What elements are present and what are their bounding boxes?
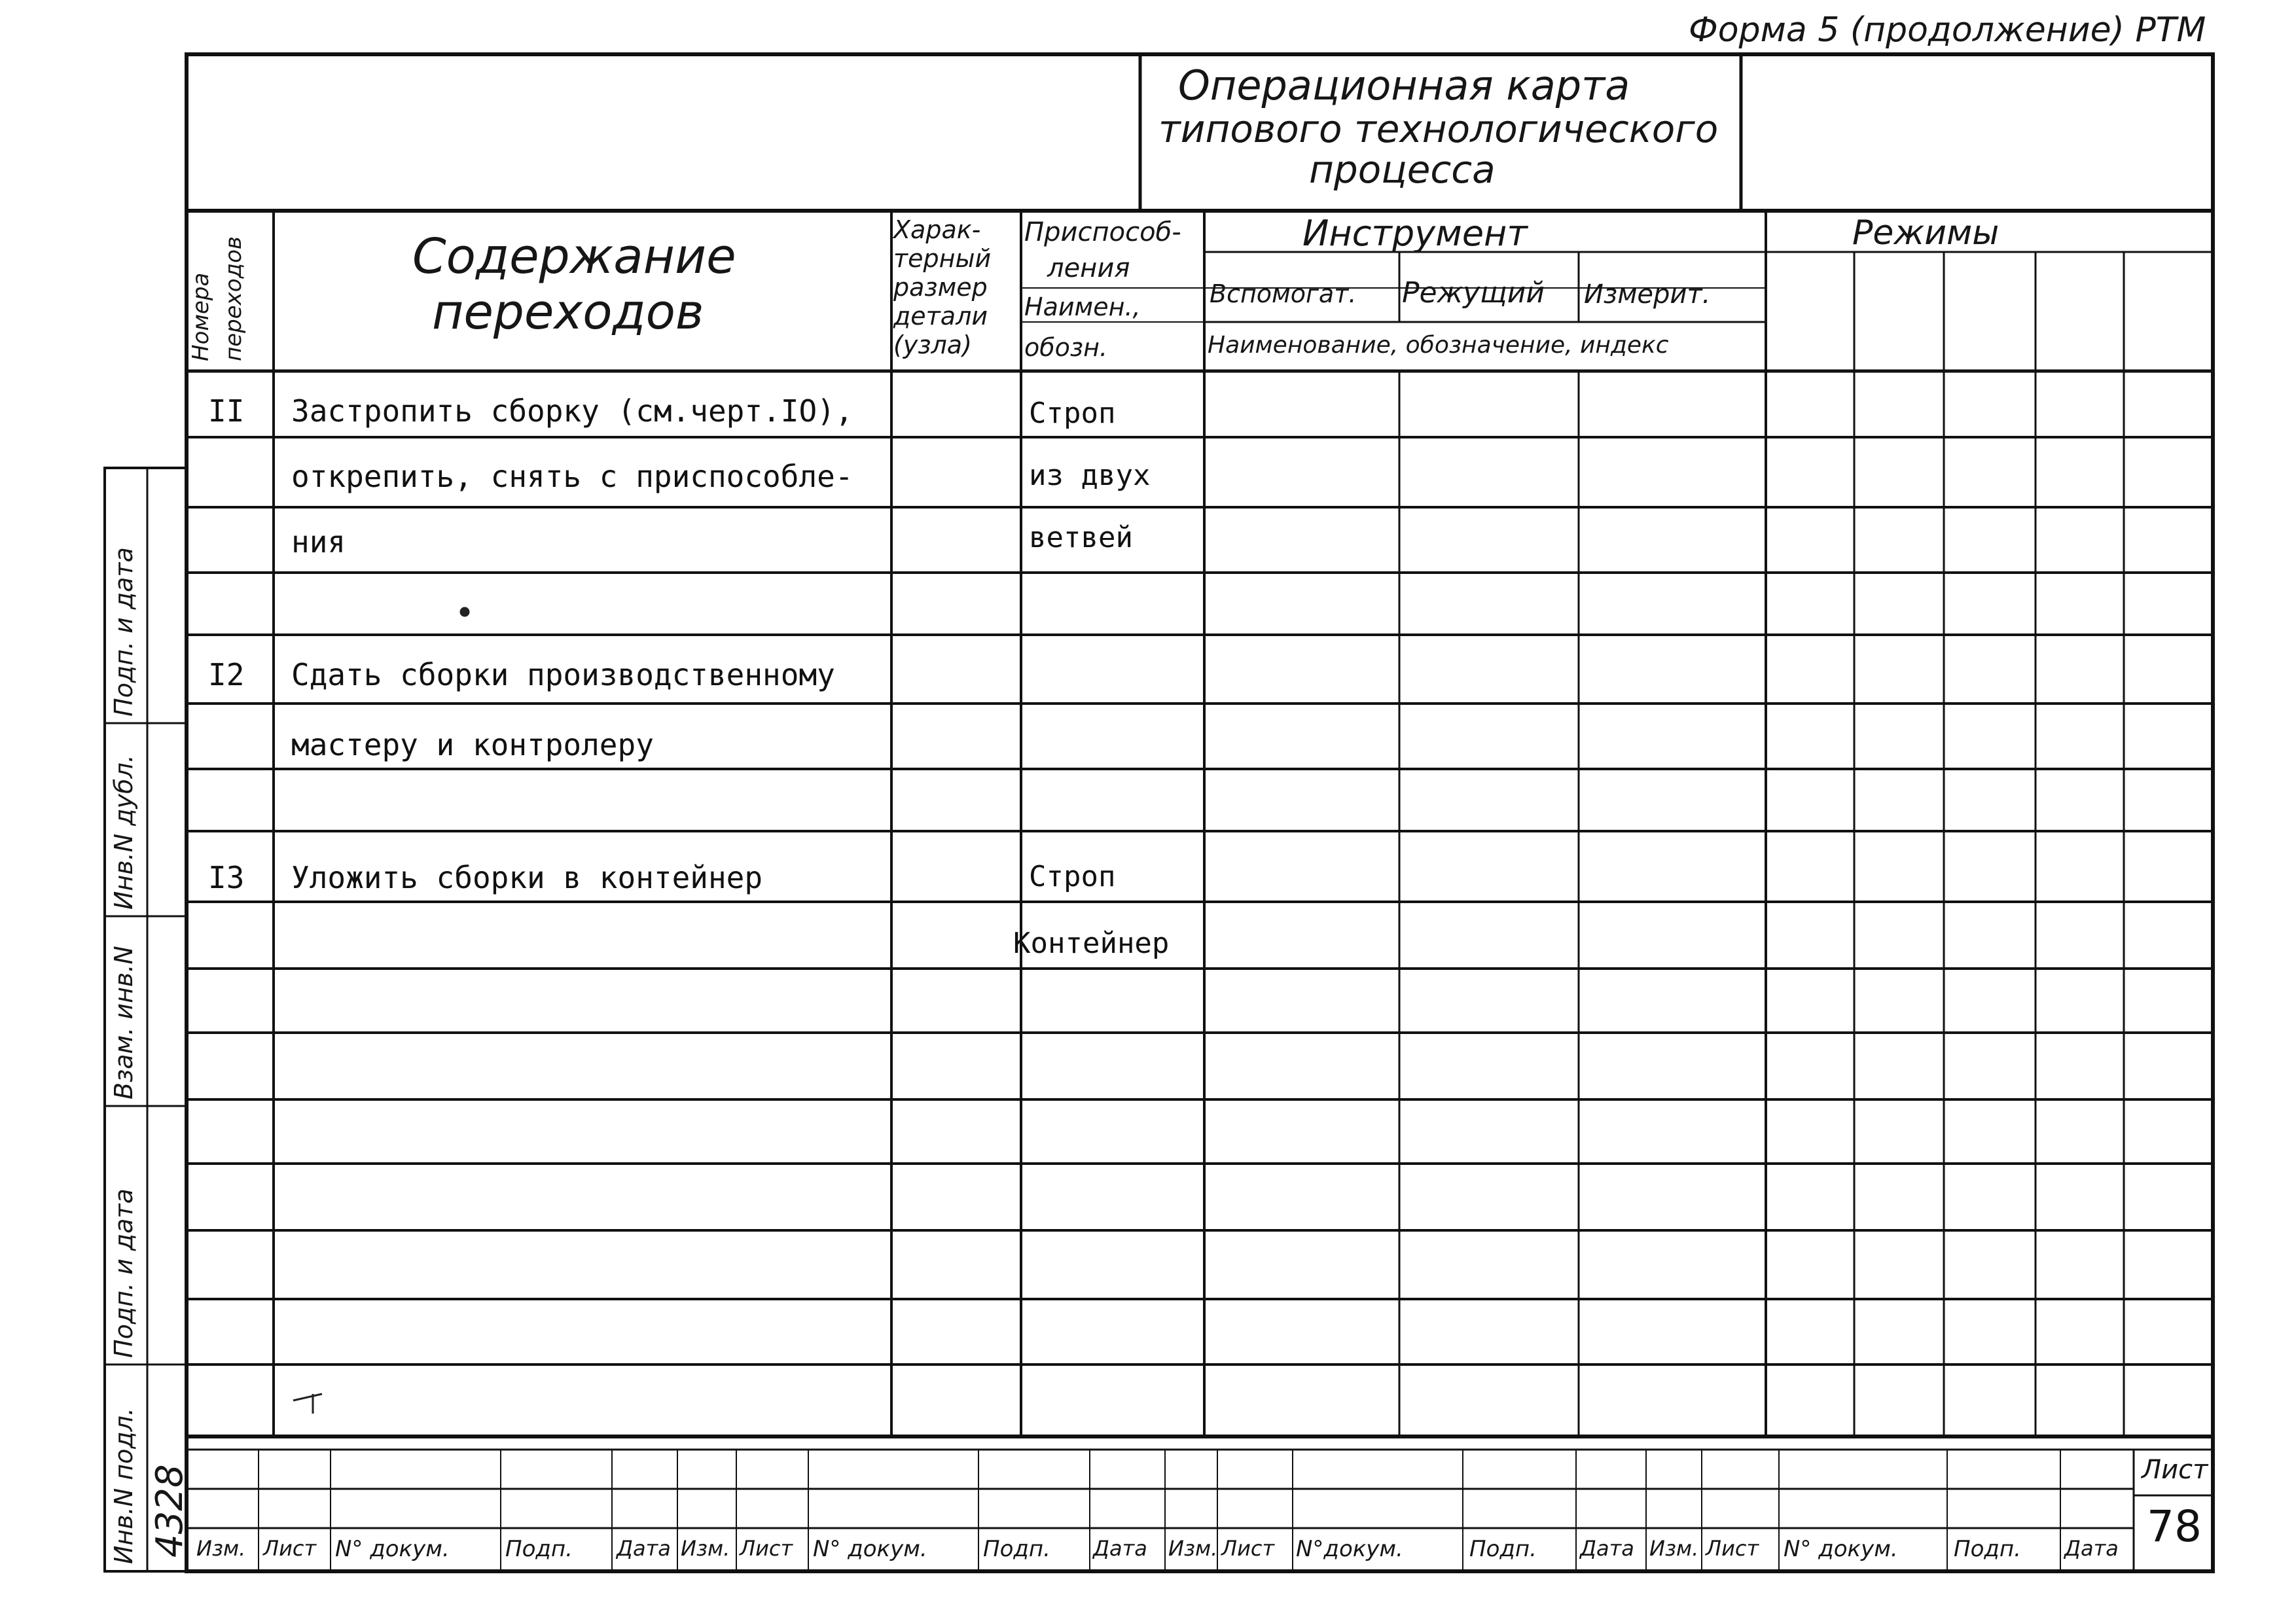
header-tool-measuring: Измерит. [1584, 279, 1711, 310]
header-characteristic-4: детали [893, 302, 988, 330]
footer-label-10: Дата [1093, 1536, 1147, 1561]
sheet-label: Лист [2142, 1455, 2208, 1485]
footer-label-14: Подп. [1469, 1536, 1537, 1562]
row-1-text: Застропить сборку (см.черт.IO), [291, 393, 853, 429]
row-6-text: мастеру и контролеру [291, 727, 654, 762]
card-title-line-3: процесса [1309, 147, 1496, 192]
header-fixtures-2: ления [1047, 253, 1130, 283]
footer-label-6: Изм. [681, 1536, 730, 1561]
side-label-inv-orig: Инв.N подл. [109, 1408, 138, 1564]
header-step-numbers-2: переходов [221, 236, 247, 361]
footer-label-2: Лист [263, 1536, 317, 1561]
footer-label-5: Дата [617, 1536, 671, 1561]
side-label-sign-date-1: Подп. и дата [109, 547, 138, 717]
footer-label-17: Лист [1706, 1536, 1759, 1561]
header-characteristic-1: Харак- [893, 215, 981, 244]
header-characteristic-2: терный [893, 244, 992, 273]
row-2-fixture: из двух [1029, 459, 1151, 492]
row-5-text: Сдать сборки производственному [291, 657, 835, 692]
footer-label-1: Изм. [196, 1536, 246, 1561]
card-title-line-2: типового технологического [1158, 107, 1719, 151]
row-9-fixture: Контейнер [1013, 927, 1170, 960]
footer-label-12: Лист [1221, 1536, 1275, 1561]
header-tool-auxiliary: Вспомогат. [1210, 279, 1357, 308]
footer-label-15: Дата [1580, 1536, 1634, 1561]
card-title-line-1: Операционная карта [1178, 62, 1630, 109]
header-fixtures-sub-2: обозн. [1024, 333, 1108, 362]
header-tool: Инструмент [1302, 213, 1528, 254]
footer-label-11: Изм. [1168, 1536, 1218, 1561]
row-8-fixture: Строп [1029, 860, 1116, 893]
side-number: 4328 [149, 1464, 191, 1558]
footer-label-20: Дата [2064, 1536, 2119, 1561]
footer-label-9: Подп. [983, 1536, 1050, 1562]
row-5-num: I2 [208, 657, 245, 692]
side-label-replace-inv: Взам. инв.N [109, 946, 138, 1099]
footer-label-4: Подп. [505, 1536, 573, 1562]
header-fixtures-sub-1: Наимен., [1024, 293, 1141, 321]
sheet-number: 78 [2147, 1501, 2202, 1552]
form-note: Форма 5 (продолжение) РТМ [1689, 10, 2206, 50]
footer-label-8: N° докум. [813, 1536, 927, 1562]
footer-label-18: N° докум. [1784, 1536, 1898, 1562]
footer-label-3: N° докум. [335, 1536, 450, 1562]
row-3-text: ния [291, 524, 346, 560]
header-characteristic-5: (узла) [893, 330, 972, 359]
footer-label-19: Подп. [1954, 1536, 2021, 1562]
header-content-2: переходов [432, 284, 704, 340]
row-1-num: II [208, 393, 245, 429]
footer-label-7: Лист [740, 1536, 793, 1561]
header-characteristic-3: размер [893, 273, 988, 302]
side-label-sign-date-2: Подп. и дата [109, 1188, 138, 1358]
header-fixtures-1: Приспособ- [1024, 217, 1181, 247]
row-8-num: I3 [208, 860, 245, 895]
header-tool-sub: Наименование, обозначение, индекс [1208, 332, 1669, 359]
row-3-fixture: ветвей [1029, 521, 1133, 554]
header-content-1: Содержание [412, 228, 736, 285]
footer-label-13: N°докум. [1296, 1536, 1403, 1562]
row-1-fixture: Строп [1029, 397, 1116, 430]
header-tool-cutting: Режущий [1402, 276, 1545, 310]
row-8-text: Уложить сборки в контейнер [291, 860, 763, 895]
header-step-numbers-1: Номера [188, 272, 214, 361]
header-modes: Режимы [1852, 213, 2000, 253]
row-2-text: открепить, снять с приспособле- [291, 459, 853, 494]
side-label-inv-dupl: Инв.N дубл. [109, 755, 138, 910]
footer-label-16: Изм. [1649, 1536, 1699, 1561]
